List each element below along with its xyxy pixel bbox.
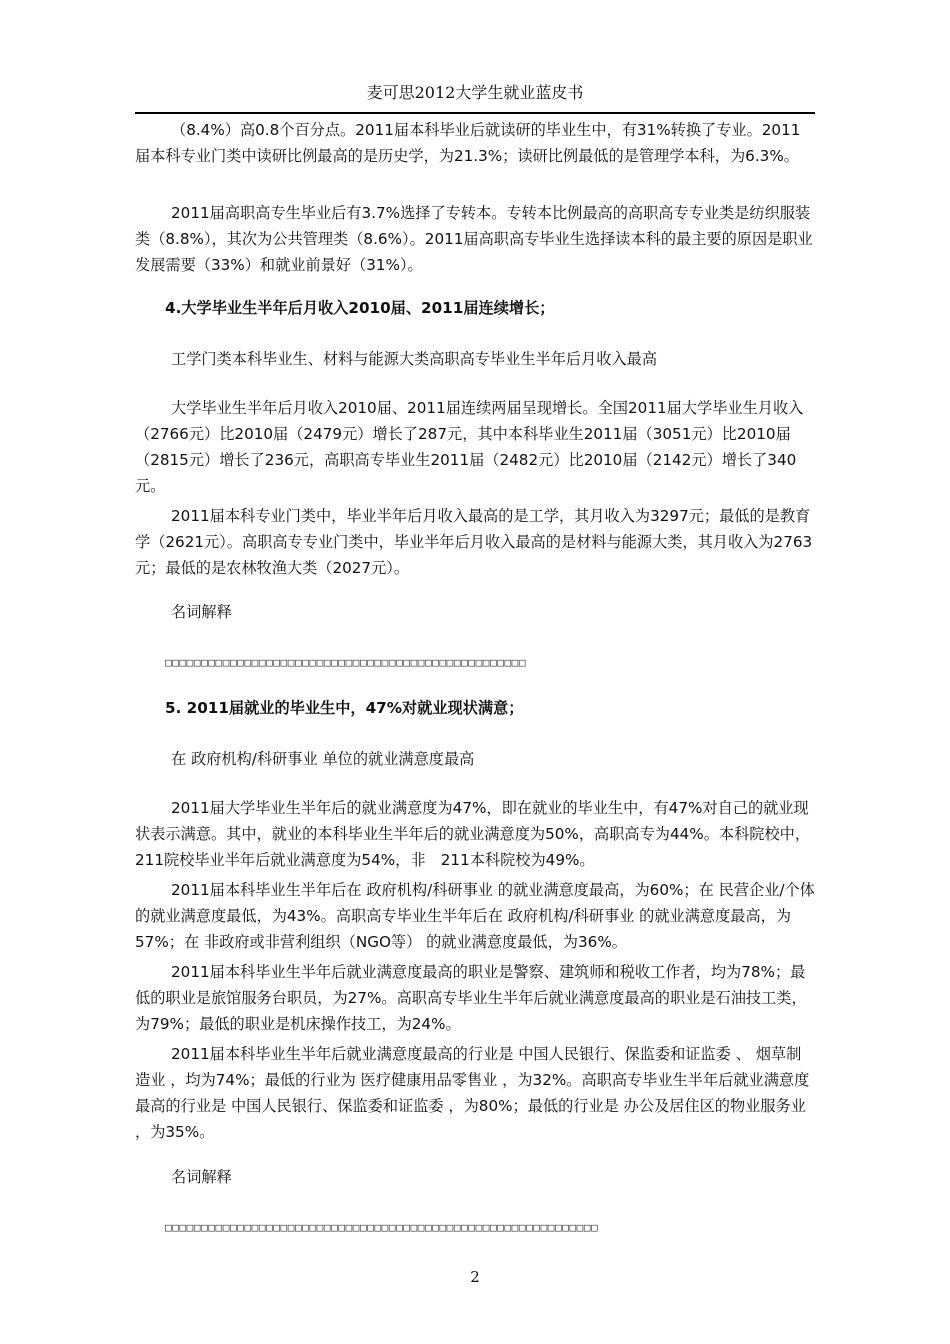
paragraph: 2011届大学毕业生半年后的就业满意度为47%，即在就业的毕业生中，有47%对自己的就业现状表示满意。其中，就业的本科毕业生半年后的就业满意度为50%，高职高专为44%。本科院校中， 211院校毕业半年后就业满意度为54%，非 211本科院校为49%。 bbox=[135, 799, 818, 869]
paragraph: 2011届本科专业门类中，毕业半年后月收入最高的是工学，其月收入为3297元；最低的是教育学（2621元）。高职高专专业门类中，毕业半年后月收入最高的是材料与能源大类，其月收入为2763元；最低的是农林牧渔大类（2027元）。 bbox=[135, 507, 813, 577]
paragraph: （8.4%）高0.8个百分点。2011届本科毕业后就读研的毕业生中，有31%转换了专业。2011届本科专业门类中读研比例最高的是历史学，为21.3%；读研比例最低的是管理学本科，为6.3%。 bbox=[135, 121, 801, 165]
header-rule bbox=[135, 112, 815, 114]
paragraph: 2011届本科毕业生半年后在 政府机构/科研事业 的就业满意度最高，为60%；在 民营企业/个体 的就业满意度最低，为43%。高职高专毕业生半年后在 政府机构/科研事业 的就业满意度最高，为57%；在 非政府或非营利组织（NGO等） 的就业满意度最低，为36%。 bbox=[135, 881, 815, 951]
garbled-text: □□□□□□□□□□□□□□□□□□□□□□□□□□□□□□□□□□□□□□□□□□□□□□□□□□□□□□□□□□□□ bbox=[165, 1221, 599, 1234]
paragraph: 大学毕业生半年后月收入2010届、2011届连续两届呈现增长。全国2011届大学毕业生月收入（2766元）比2010届（2479元）增长了287元，其中本科毕业生2011届（3051元）比2010届（2815元）增长了236元，高职高专毕业生2011届（2482元）比2010届（2142元）增长了340元。 bbox=[135, 399, 804, 495]
term-label: 名词解释 bbox=[171, 603, 232, 621]
page-number: 2 bbox=[470, 1268, 480, 1286]
garbled-text: □□□□□□□□□□□□□□□□□□□□□□□□□□□□□□□□□□□□□□□□□□□□□□□□□□ bbox=[165, 656, 527, 669]
section-heading: 4.大学毕业生半年后月收入2010届、2011届连续增长； bbox=[165, 299, 555, 317]
paragraph: 2011届本科毕业生半年后就业满意度最高的职业是警察、建筑师和税收工作者，均为78%；最低的职业是旅馆服务台职员，为27%。高职高专毕业生半年后就业满意度最高的职业是石油技工类，为79%；最低的职业是机床操作技工，为24%。 bbox=[135, 963, 807, 1033]
paragraph: 2011届本科毕业生半年后就业满意度最高的行业是 中国人民银行、保监委和证监委 、 烟草制造业 ，均为74%；最低的行业为 医疗健康用品零售业 ，为32%。高职高专毕业生半年后就业满意度最高的行业是 中国人民银行、保监委和证监委 ，为80%；最低的行业是 办公及居住区的物业服务业 ，为35%。 bbox=[135, 1045, 810, 1141]
section-subheading: 工学门类本科毕业生、材料与能源大类高职高专毕业生半年后月收入最高 bbox=[171, 350, 657, 368]
term-label: 名词解释 bbox=[171, 1168, 232, 1186]
section-heading: 5. 2011届就业的毕业生中，47%对就业现状满意； bbox=[165, 699, 524, 717]
page-header: 麦可思2012大学生就业蓝皮书 bbox=[366, 83, 584, 102]
section-subheading: 在 政府机构/科研事业 单位的就业满意度最高 bbox=[171, 750, 475, 768]
paragraph: 2011届高职高专生毕业后有3.7%选择了专转本。专转本比例最高的高职高专专业类是纺织服装类（8.8%），其次为公共管理类（8.6%）。2011届高职高专毕业生选择读本科的最主要的原因是职业发展需要（33%）和就业前景好（31%）。 bbox=[135, 204, 813, 274]
